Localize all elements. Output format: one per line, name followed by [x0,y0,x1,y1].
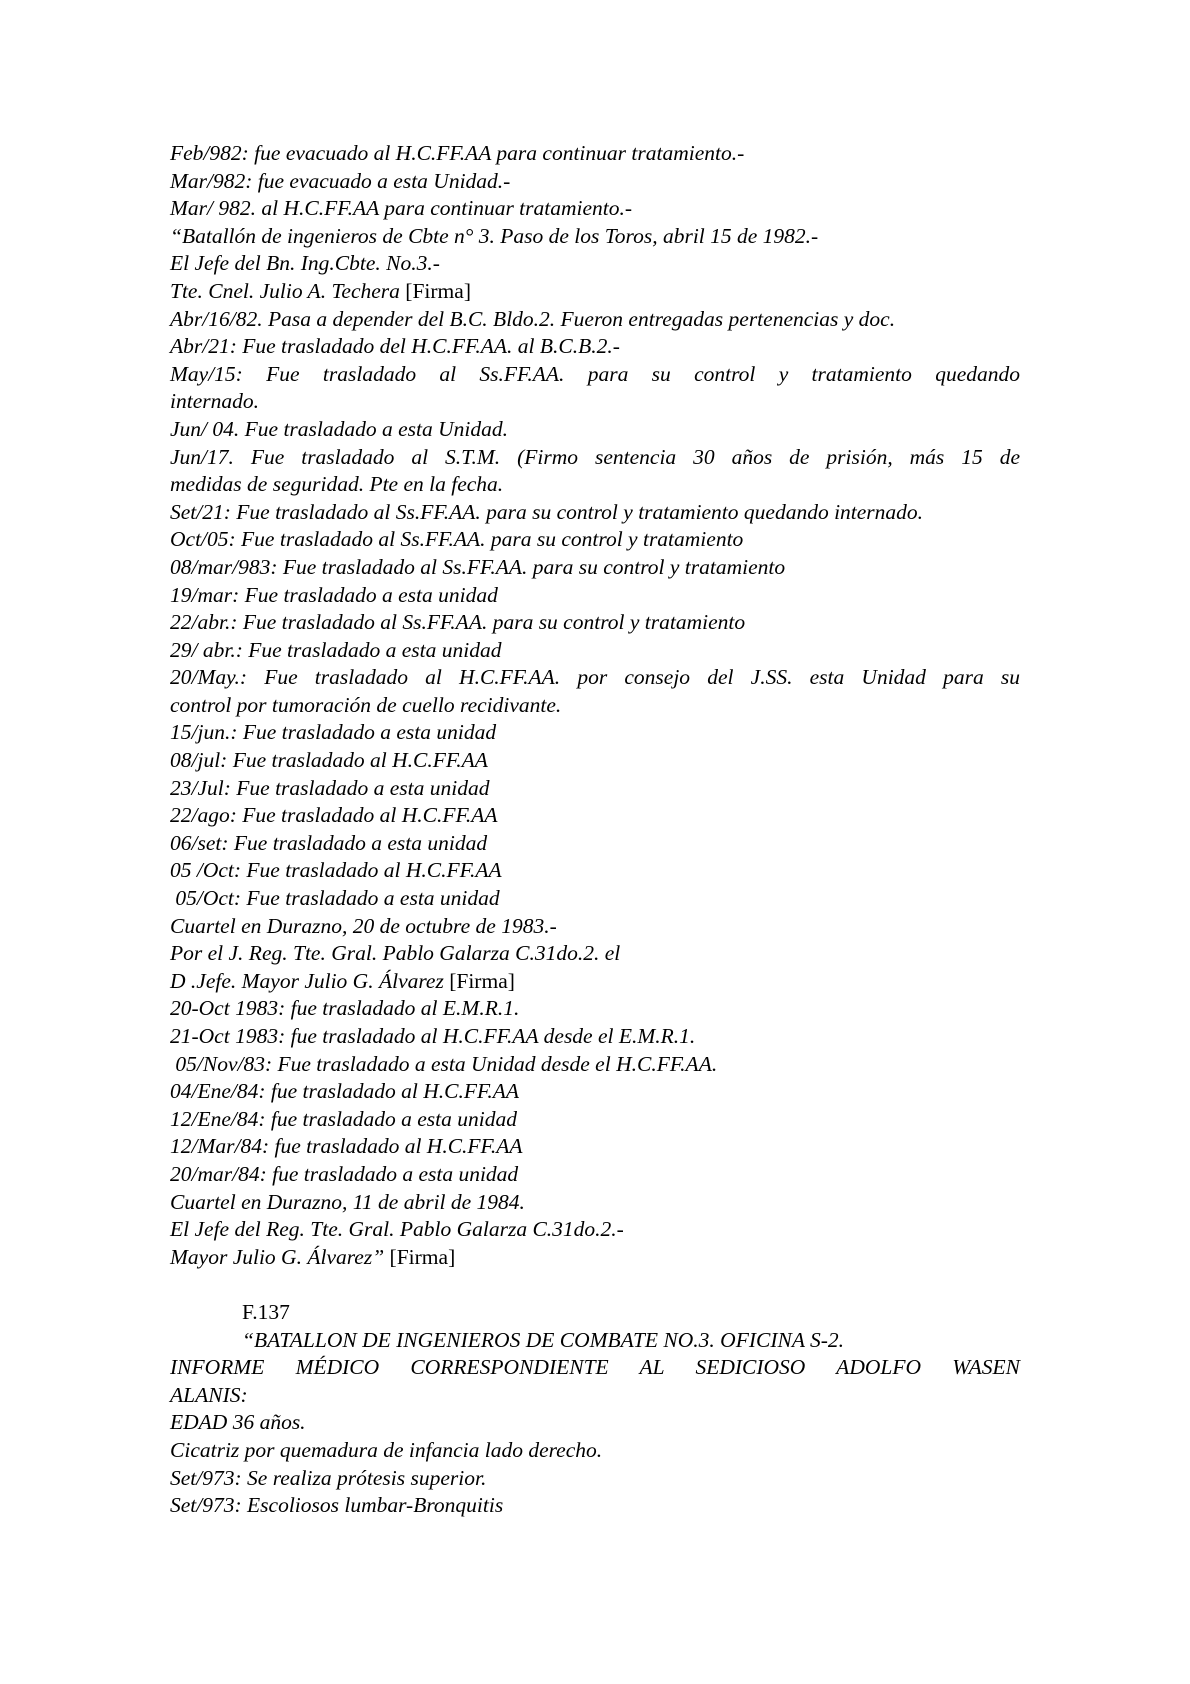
text-line: 12/Ene/84: fue trasladado a esta unidad [170,1106,517,1131]
report-title: INFORME MÉDICO CORRESPONDIENTE AL SEDICIOSO ADOLFO WASEN [170,1355,1020,1380]
text-line: Jun/ 04. Fue trasladado a esta Unidad. [170,416,509,441]
text-line: Set/973: Se realiza prótesis superior. [170,1465,487,1490]
firma-label: [Firma] [449,968,515,993]
text-line: 22/abr.: Fue trasladado al Ss.FF.AA. para su control y tratamiento [170,610,746,635]
text-line: “Batallón de ingenieros de Cbte n° 3. Paso de los Toros, abril 15 de 1982.- [170,223,819,248]
firma-label: [Firma] [405,278,471,303]
text-line: Jun/17. Fue trasladado al S.T.M. (Firmo sentencia 30 años de prisión, más 15 de [170,444,1020,469]
text-line: Por el J. Reg. Tte. Gral. Pablo Galarza C.31do.2. el [170,941,621,966]
signature-line [170,1244,1020,1272]
text-line: 22/ago: Fue trasladado al H.C.FF.AA [170,803,498,828]
text-line: El Jefe del Reg. Tte. Gral. Pablo Galarza C.31do.2.- [170,1217,624,1242]
text-line: medidas de seguridad. Pte en la fecha. [170,472,504,497]
text-line: 06/set: Fue trasladado a esta unidad [170,830,488,855]
text-line: 20-Oct 1983: fue trasladado al E.M.R.1. [170,996,520,1021]
text-line: Set/973: Escoliosos lumbar-Bronquitis [170,1493,504,1518]
text-line: El Jefe del Bn. Ing.Cbte. No.3.- [170,251,440,276]
signature-line [170,278,1020,306]
text-line: Mar/982: fue evacuado a esta Unidad.- [170,168,511,193]
text-line: 23/Jul: Fue trasladado a esta unidad [170,775,490,800]
text-line: 29/ abr.: Fue trasladado a esta unidad [170,637,502,662]
signatory-name: D .Jefe. Mayor Julio G. Álvarez [170,968,444,993]
text-line: 19/mar: Fue trasladado a esta unidad [170,582,498,607]
text-line: Abr/16/82. Pasa a depender del B.C. Bldo.2. Fueron entregadas pertenencias y doc. [170,306,896,331]
text-line: 08/mar/983: Fue trasladado al Ss.FF.AA. para su control y tratamiento [170,554,786,579]
text-line: Mar/ 982. al H.C.FF.AA para continuar tratamiento.- [170,196,633,221]
text-line: 15/jun.: Fue trasladado a esta unidad [170,720,497,745]
text-line: Cuartel en Durazno, 20 de octubre de 1983.- [170,913,557,938]
text-line: 08/jul: Fue trasladado al H.C.FF.AA [170,748,488,773]
text-line: Set/21: Fue trasladado al Ss.FF.AA. para su control y tratamiento quedando internado. [170,499,924,524]
text-line: 05 /Oct: Fue trasladado al H.C.FF.AA [170,858,502,883]
folio-number: F.137 [242,1299,290,1324]
report-title-continued: ALANIS: [170,1382,248,1407]
text-line: Feb/982: fue evacuado al H.C.FF.AA para continuar tratamiento.- [170,141,745,165]
blank-line [170,1271,1020,1299]
text-line: 12/Mar/84: fue trasladado al H.C.FF.AA [170,1134,523,1159]
text-line: 04/Ene/84: fue trasladado al H.C.FF.AA [170,1079,519,1104]
document-page [170,140,1020,1520]
text-line: 05/Nov/83: Fue trasladado a esta Unidad desde el H.C.FF.AA. [170,1051,718,1076]
text-line: 21-Oct 1983: fue trasladado al H.C.FF.AA desde el E.M.R.1. [170,1024,696,1048]
text-line: Oct/05: Fue trasladado al Ss.FF.AA. para su control y tratamiento [170,527,744,552]
text-line: Cicatriz por quemadura de infancia lado derecho. [170,1437,603,1462]
text-line: 20/mar/84: fue trasladado a esta unidad [170,1161,519,1186]
signature-line [170,968,1020,996]
text-line: 05/Oct: Fue trasladado a esta unidad [170,886,500,911]
signatory-name: Mayor Julio G. Álvarez” [170,1244,385,1269]
text-line: 20/May.: Fue trasladado al H.C.FF.AA. por consejo del J.SS. esta Unidad para su [170,665,1020,690]
firma-label: [Firma] [389,1244,456,1269]
section-heading: “BATALLON DE INGENIEROS DE COMBATE NO.3. OFICINA S-2. [242,1327,844,1352]
text-line: internado. [170,389,259,414]
text-line: Abr/21: Fue trasladado del H.C.FF.AA. al B.C.B.2.- [170,334,620,359]
text-line: EDAD 36 años. [170,1410,306,1435]
text-line: May/15: Fue trasladado al Ss.FF.AA. para su control y tratamiento quedando [170,361,1020,386]
signatory-name: Tte. Cnel. Julio A. Techera [170,278,400,303]
text-line: Cuartel en Durazno, 11 de abril de 1984. [170,1189,525,1214]
text-line: control por tumoración de cuello recidivante. [170,692,562,717]
